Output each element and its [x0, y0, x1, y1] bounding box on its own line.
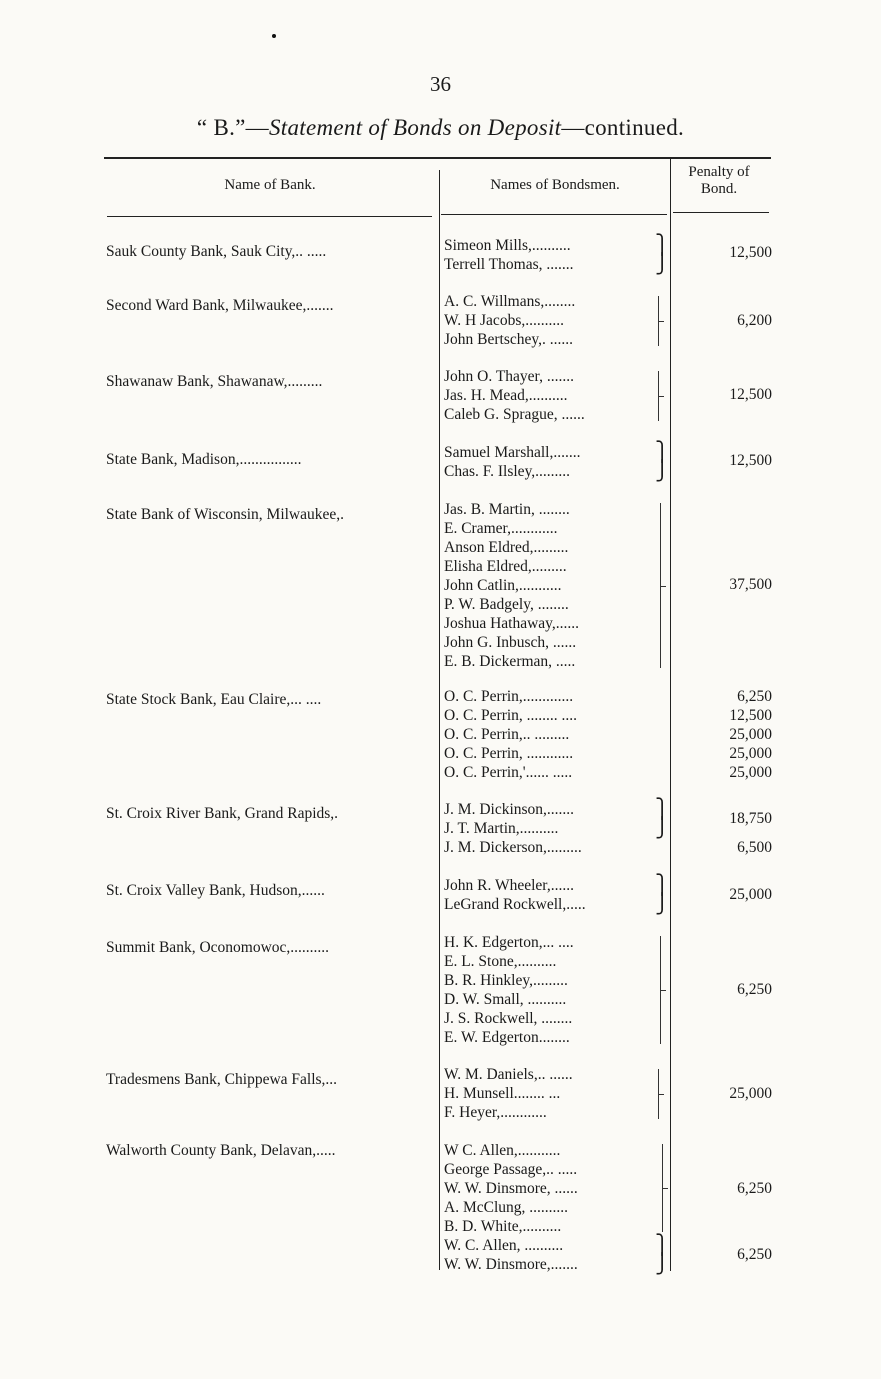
penalty-amount: 12,500 — [729, 244, 772, 261]
bondsman: E. Cramer,............ — [444, 520, 558, 537]
penalty-amount: 25,000 — [729, 745, 772, 762]
bank-name: State Stock Bank, Eau Claire,... .... — [106, 691, 322, 708]
bondsman: H. Munsell........ ... — [444, 1085, 561, 1102]
header-name-of-bank: Name of Bank. — [224, 177, 316, 193]
bondsman: P. W. Badgely, ........ — [444, 596, 569, 613]
brace-icon: ⎭ — [655, 1254, 670, 1275]
bondsman: John Catlin,........... — [444, 577, 562, 594]
brace-icon — [653, 371, 659, 421]
title-italic: Statement of Bonds on Deposit — [268, 115, 562, 140]
bondsman: B. D. White,.......... — [444, 1218, 562, 1235]
bondsman: Elisha Eldred,......... — [444, 558, 567, 575]
bondsman: George Passage,.. ..... — [444, 1161, 578, 1178]
bank-name: Second Ward Bank, Milwaukee,....... — [106, 297, 334, 314]
header-rule-penalty — [673, 212, 769, 213]
brace-icon — [655, 936, 661, 1044]
bondsman: A. C. Willmans,........ — [444, 293, 576, 310]
title-suffix: —continued. — [561, 115, 685, 140]
brace-icon: ⎭ — [655, 818, 670, 839]
bondsman: Jas. H. Mead,.......... — [444, 387, 568, 404]
brace-icon: ⎫ — [655, 442, 670, 463]
penalty-amount: 6,200 — [737, 312, 772, 329]
penalty-amount: 25,000 — [729, 1085, 772, 1102]
bondsman: O. C. Perrin, ............ — [444, 745, 574, 762]
penalty-amount: 12,500 — [729, 452, 772, 469]
penalty-amount: 12,500 — [729, 707, 772, 724]
brace-icon — [657, 1144, 663, 1232]
penalty-amount: 6,250 — [737, 1180, 772, 1197]
bondsman: Samuel Marshall,....... — [444, 444, 581, 461]
bondsman: H. K. Edgerton,... .... — [444, 934, 574, 951]
bondsman: W. H Jacobs,.......... — [444, 312, 564, 329]
title-prefix: “ B.”— — [196, 115, 269, 140]
bondsman: J. S. Rockwell, ........ — [444, 1010, 573, 1027]
ink-speck — [272, 34, 276, 38]
brace-icon: ⎫ — [655, 799, 670, 820]
bondsman: O. C. Perrin, ........ .... — [444, 707, 578, 724]
column-divider-left — [439, 170, 440, 1270]
brace-icon: ⎫ — [655, 875, 670, 896]
bondsman: Joshua Hathaway,...... — [444, 615, 580, 632]
bank-name: Shawanaw Bank, Shawanaw,......... — [106, 373, 323, 390]
bondsman: John Bertschey,. ...... — [444, 331, 574, 348]
bondsman: W C. Allen,........... — [444, 1142, 561, 1159]
bondsman: Anson Eldred,......... — [444, 539, 569, 556]
penalty-amount: 25,000 — [729, 726, 772, 743]
penalty-amount: 25,000 — [729, 886, 772, 903]
bondsman: John G. Inbusch, ...... — [444, 634, 577, 651]
brace-icon — [655, 503, 661, 668]
penalty-amount: 6,250 — [737, 981, 772, 998]
bondsman: J. T. Martin,.......... — [444, 820, 559, 837]
bondsman: W. W. Dinsmore,....... — [444, 1256, 578, 1273]
header-rule-bank — [107, 216, 432, 217]
penalty-amount: 6,250 — [737, 1246, 772, 1263]
page-number: 36 — [430, 72, 451, 96]
bondsman: E. W. Edgerton........ — [444, 1029, 570, 1046]
bondsman: O. C. Perrin,'...... ..... — [444, 764, 573, 781]
penalty-amount: 6,500 — [737, 839, 772, 856]
bank-name: State Bank, Madison,................ — [106, 451, 302, 468]
bondsman: E. L. Stone,.......... — [444, 953, 557, 970]
bondsman: J. M. Dickerson,......... — [444, 839, 582, 856]
bondsman: W. W. Dinsmore, ...... — [444, 1180, 578, 1197]
bank-name: Tradesmens Bank, Chippewa Falls,... — [106, 1071, 338, 1088]
bondsman: A. McClung, .......... — [444, 1199, 568, 1216]
bondsman: Terrell Thomas, ....... — [444, 256, 574, 273]
page-title — [0, 115, 881, 141]
bondsman: B. R. Hinkley,......... — [444, 972, 568, 989]
penalty-amount: 25,000 — [729, 764, 772, 781]
header-names-of-bondsmen: Names of Bondsmen. — [490, 177, 620, 193]
brace-icon — [653, 1069, 659, 1119]
bondsman: Caleb G. Sprague, ...... — [444, 406, 585, 423]
brace-icon: ⎫ — [655, 235, 670, 256]
bondsman: F. Heyer,............ — [444, 1104, 547, 1121]
bank-name: Walworth County Bank, Delavan,..... — [106, 1142, 336, 1159]
bank-name: Summit Bank, Oconomowoc,.......... — [106, 939, 330, 956]
header-rule-bondsmen — [441, 214, 667, 215]
brace-icon — [653, 296, 659, 346]
bondsman: John O. Thayer, ....... — [444, 368, 574, 385]
bank-name: St. Croix River Bank, Grand Rapids,. — [106, 805, 339, 822]
brace-icon: ⎭ — [655, 254, 670, 275]
header-penalty-of-bond: Penalty of Bond. — [688, 164, 750, 197]
bondsman: E. B. Dickerman, ..... — [444, 653, 576, 670]
brace-icon: ⎫ — [655, 1235, 670, 1256]
bondsman: LeGrand Rockwell,..... — [444, 896, 586, 913]
penalty-amount: 18,750 — [729, 810, 772, 827]
bondsman: J. M. Dickinson,....... — [444, 801, 575, 818]
bank-name: State Bank of Wisconsin, Milwaukee,. — [106, 506, 345, 523]
bondsman: Chas. F. Ilsley,......... — [444, 463, 571, 480]
bondsman: W. C. Allen, .......... — [444, 1237, 564, 1254]
bondsman: O. C. Perrin,............. — [444, 688, 574, 705]
bondsman: Simeon Mills,.......... — [444, 237, 571, 254]
bondsman: D. W. Small, .......... — [444, 991, 567, 1008]
bondsman: O. C. Perrin,.. ......... — [444, 726, 570, 743]
bondsman: Jas. B. Martin, ........ — [444, 501, 570, 518]
brace-icon: ⎭ — [655, 461, 670, 482]
penalty-amount: 6,250 — [737, 688, 772, 705]
bank-name: Sauk County Bank, Sauk City,.. ..... — [106, 243, 327, 260]
bondsman: John R. Wheeler,...... — [444, 877, 574, 894]
bank-name: St. Croix Valley Bank, Hudson,...... — [106, 882, 325, 899]
penalty-amount: 37,500 — [729, 576, 772, 593]
bondsman: W. M. Daniels,.. ...... — [444, 1066, 573, 1083]
penalty-amount: 12,500 — [729, 386, 772, 403]
brace-icon: ⎭ — [655, 894, 670, 915]
